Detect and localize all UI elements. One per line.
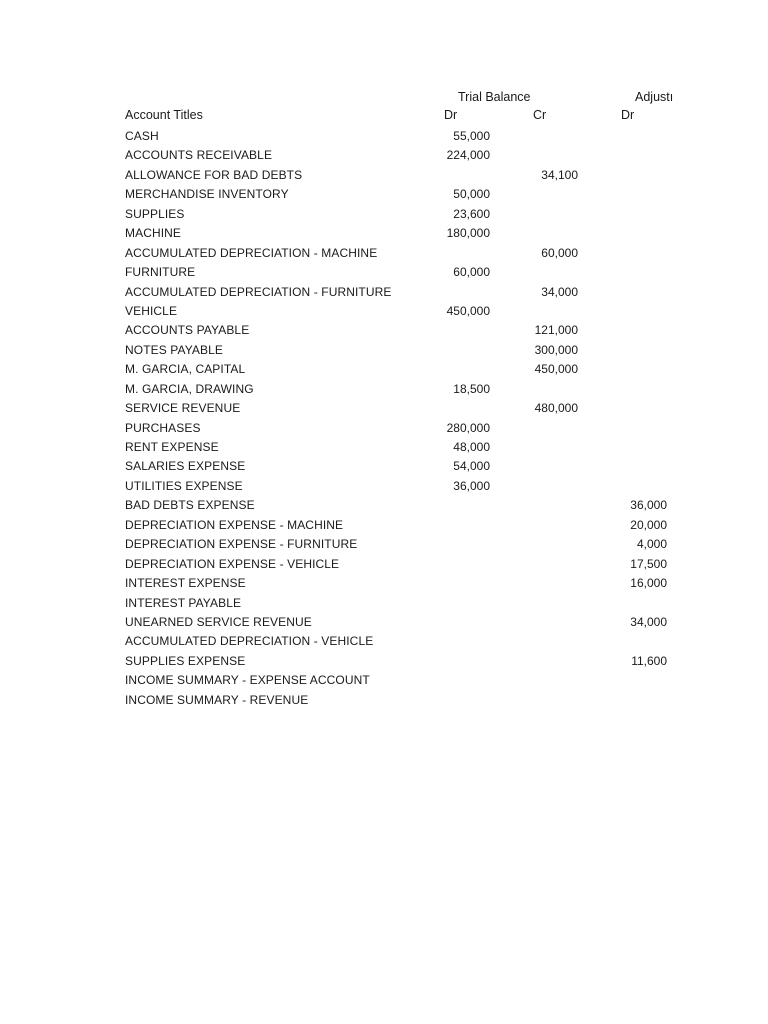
trial-balance-credit: 34,000 bbox=[541, 284, 578, 299]
table-row bbox=[0, 224, 768, 243]
table-row bbox=[0, 613, 768, 632]
table-row bbox=[0, 535, 768, 554]
trial-balance-debit: 54,000 bbox=[453, 459, 490, 474]
adjustments-debit: 16,000 bbox=[630, 576, 667, 591]
account-title: ACCOUNTS PAYABLE bbox=[125, 323, 250, 338]
table-row bbox=[0, 438, 768, 457]
account-title: SUPPLIES bbox=[125, 206, 185, 221]
account-title: INCOME SUMMARY - EXPENSE ACCOUNT bbox=[125, 673, 370, 688]
table-row bbox=[0, 516, 768, 535]
table-row bbox=[0, 419, 768, 438]
trial-balance-debit: 280,000 bbox=[446, 420, 490, 435]
table-row bbox=[0, 555, 768, 574]
table-row bbox=[0, 652, 768, 671]
trial-balance-debit: 36,000 bbox=[453, 478, 490, 493]
account-title: VEHICLE bbox=[125, 303, 178, 318]
account-title: ACCUMULATED DEPRECIATION - MACHINE bbox=[125, 245, 378, 260]
trial-balance-credit: 34,100 bbox=[541, 167, 578, 182]
account-title: PURCHASES bbox=[125, 420, 201, 435]
table-row bbox=[0, 691, 768, 710]
table-row bbox=[0, 360, 768, 379]
account-title: UTILITIES EXPENSE bbox=[125, 478, 243, 493]
table-row bbox=[0, 399, 768, 418]
account-title: ACCUMULATED DEPRECIATION - FURNITURE bbox=[125, 284, 392, 299]
trial-balance-header: Trial Balance bbox=[458, 90, 531, 104]
account-title: INCOME SUMMARY - REVENUE bbox=[125, 692, 309, 707]
adjustments-debit: 36,000 bbox=[630, 498, 667, 513]
account-title: DEPRECIATION EXPENSE - MACHINE bbox=[125, 517, 344, 532]
account-title: ACCUMULATED DEPRECIATION - VEHICLE bbox=[125, 634, 374, 649]
table-row bbox=[0, 302, 768, 321]
trial-balance-credit: 121,000 bbox=[534, 323, 578, 338]
trial-balance-credit: 450,000 bbox=[534, 362, 578, 377]
table-row bbox=[0, 244, 768, 263]
trial-balance-debit-header: Dr bbox=[444, 108, 458, 122]
account-title: SERVICE REVENUE bbox=[125, 401, 241, 416]
trial-balance-debit: 55,000 bbox=[453, 129, 490, 143]
account-title: ACCOUNTS RECEIVABLE bbox=[125, 148, 273, 163]
account-title: ALLOWANCE FOR BAD DEBTS bbox=[125, 167, 303, 182]
adjustments-debit: 17,500 bbox=[630, 556, 667, 571]
adjustments-header: Adjustı bbox=[635, 90, 673, 104]
adjustments-debit-header: Dr bbox=[621, 108, 635, 122]
account-rows bbox=[0, 127, 768, 710]
account-title: DEPRECIATION EXPENSE - VEHICLE bbox=[125, 556, 340, 571]
account-title: SUPPLIES EXPENSE bbox=[125, 653, 246, 668]
adjustments-debit: 34,000 bbox=[630, 614, 667, 629]
trial-balance-credit: 480,000 bbox=[534, 401, 578, 416]
table-row bbox=[0, 185, 768, 204]
table-row bbox=[0, 321, 768, 340]
table-row bbox=[0, 496, 768, 515]
table-row bbox=[0, 574, 768, 593]
account-title: RENT EXPENSE bbox=[125, 440, 219, 454]
account-titles-header: Account Titles bbox=[125, 108, 203, 122]
adjustments-debit: 20,000 bbox=[630, 517, 667, 532]
account-title: SALARIES EXPENSE bbox=[125, 459, 246, 474]
trial-balance-debit: 23,600 bbox=[453, 206, 490, 221]
table-row bbox=[0, 283, 768, 302]
account-title: UNEARNED SERVICE REVENUE bbox=[125, 614, 312, 629]
account-title: INTEREST PAYABLE bbox=[125, 595, 242, 610]
account-title: NOTES PAYABLE bbox=[125, 342, 223, 357]
table-row bbox=[0, 457, 768, 476]
table-row bbox=[0, 477, 768, 496]
trial-balance-debit: 50,000 bbox=[453, 187, 490, 202]
table-row bbox=[0, 166, 768, 185]
account-title: INTEREST EXPENSE bbox=[125, 576, 246, 591]
table-row bbox=[0, 146, 768, 165]
trial-balance-debit: 224,000 bbox=[446, 148, 490, 163]
table-row bbox=[0, 127, 768, 146]
table-row bbox=[0, 632, 768, 651]
account-title: M. GARCIA, DRAWING bbox=[125, 381, 254, 396]
trial-balance-debit: 60,000 bbox=[453, 265, 490, 280]
account-title: MACHINE bbox=[125, 226, 182, 241]
adjustments-debit: 4,000 bbox=[636, 537, 667, 552]
account-title: MERCHANDISE INVENTORY bbox=[125, 187, 289, 202]
account-title: CASH bbox=[125, 129, 159, 143]
account-title: M. GARCIA, CAPITAL bbox=[125, 362, 246, 377]
trial-balance-credit: 60,000 bbox=[541, 245, 578, 260]
column-header-row bbox=[0, 108, 768, 126]
trial-balance-debit: 48,000 bbox=[453, 440, 490, 454]
account-title: DEPRECIATION EXPENSE - FURNITURE bbox=[125, 537, 358, 552]
table-row bbox=[0, 380, 768, 399]
trial-balance-debit: 450,000 bbox=[446, 303, 490, 318]
table-row bbox=[0, 205, 768, 224]
table-row bbox=[0, 263, 768, 282]
table-row bbox=[0, 594, 768, 613]
table-row bbox=[0, 671, 768, 690]
trial-balance-credit-header: Cr bbox=[533, 108, 547, 122]
trial-balance-credit: 300,000 bbox=[534, 342, 578, 357]
account-title: BAD DEBTS EXPENSE bbox=[125, 498, 255, 513]
adjustments-debit: 11,600 bbox=[631, 653, 667, 668]
account-title: FURNITURE bbox=[125, 265, 196, 280]
trial-balance-debit: 18,500 bbox=[453, 381, 490, 396]
table-row bbox=[0, 341, 768, 360]
trial-balance-debit: 180,000 bbox=[446, 226, 490, 241]
